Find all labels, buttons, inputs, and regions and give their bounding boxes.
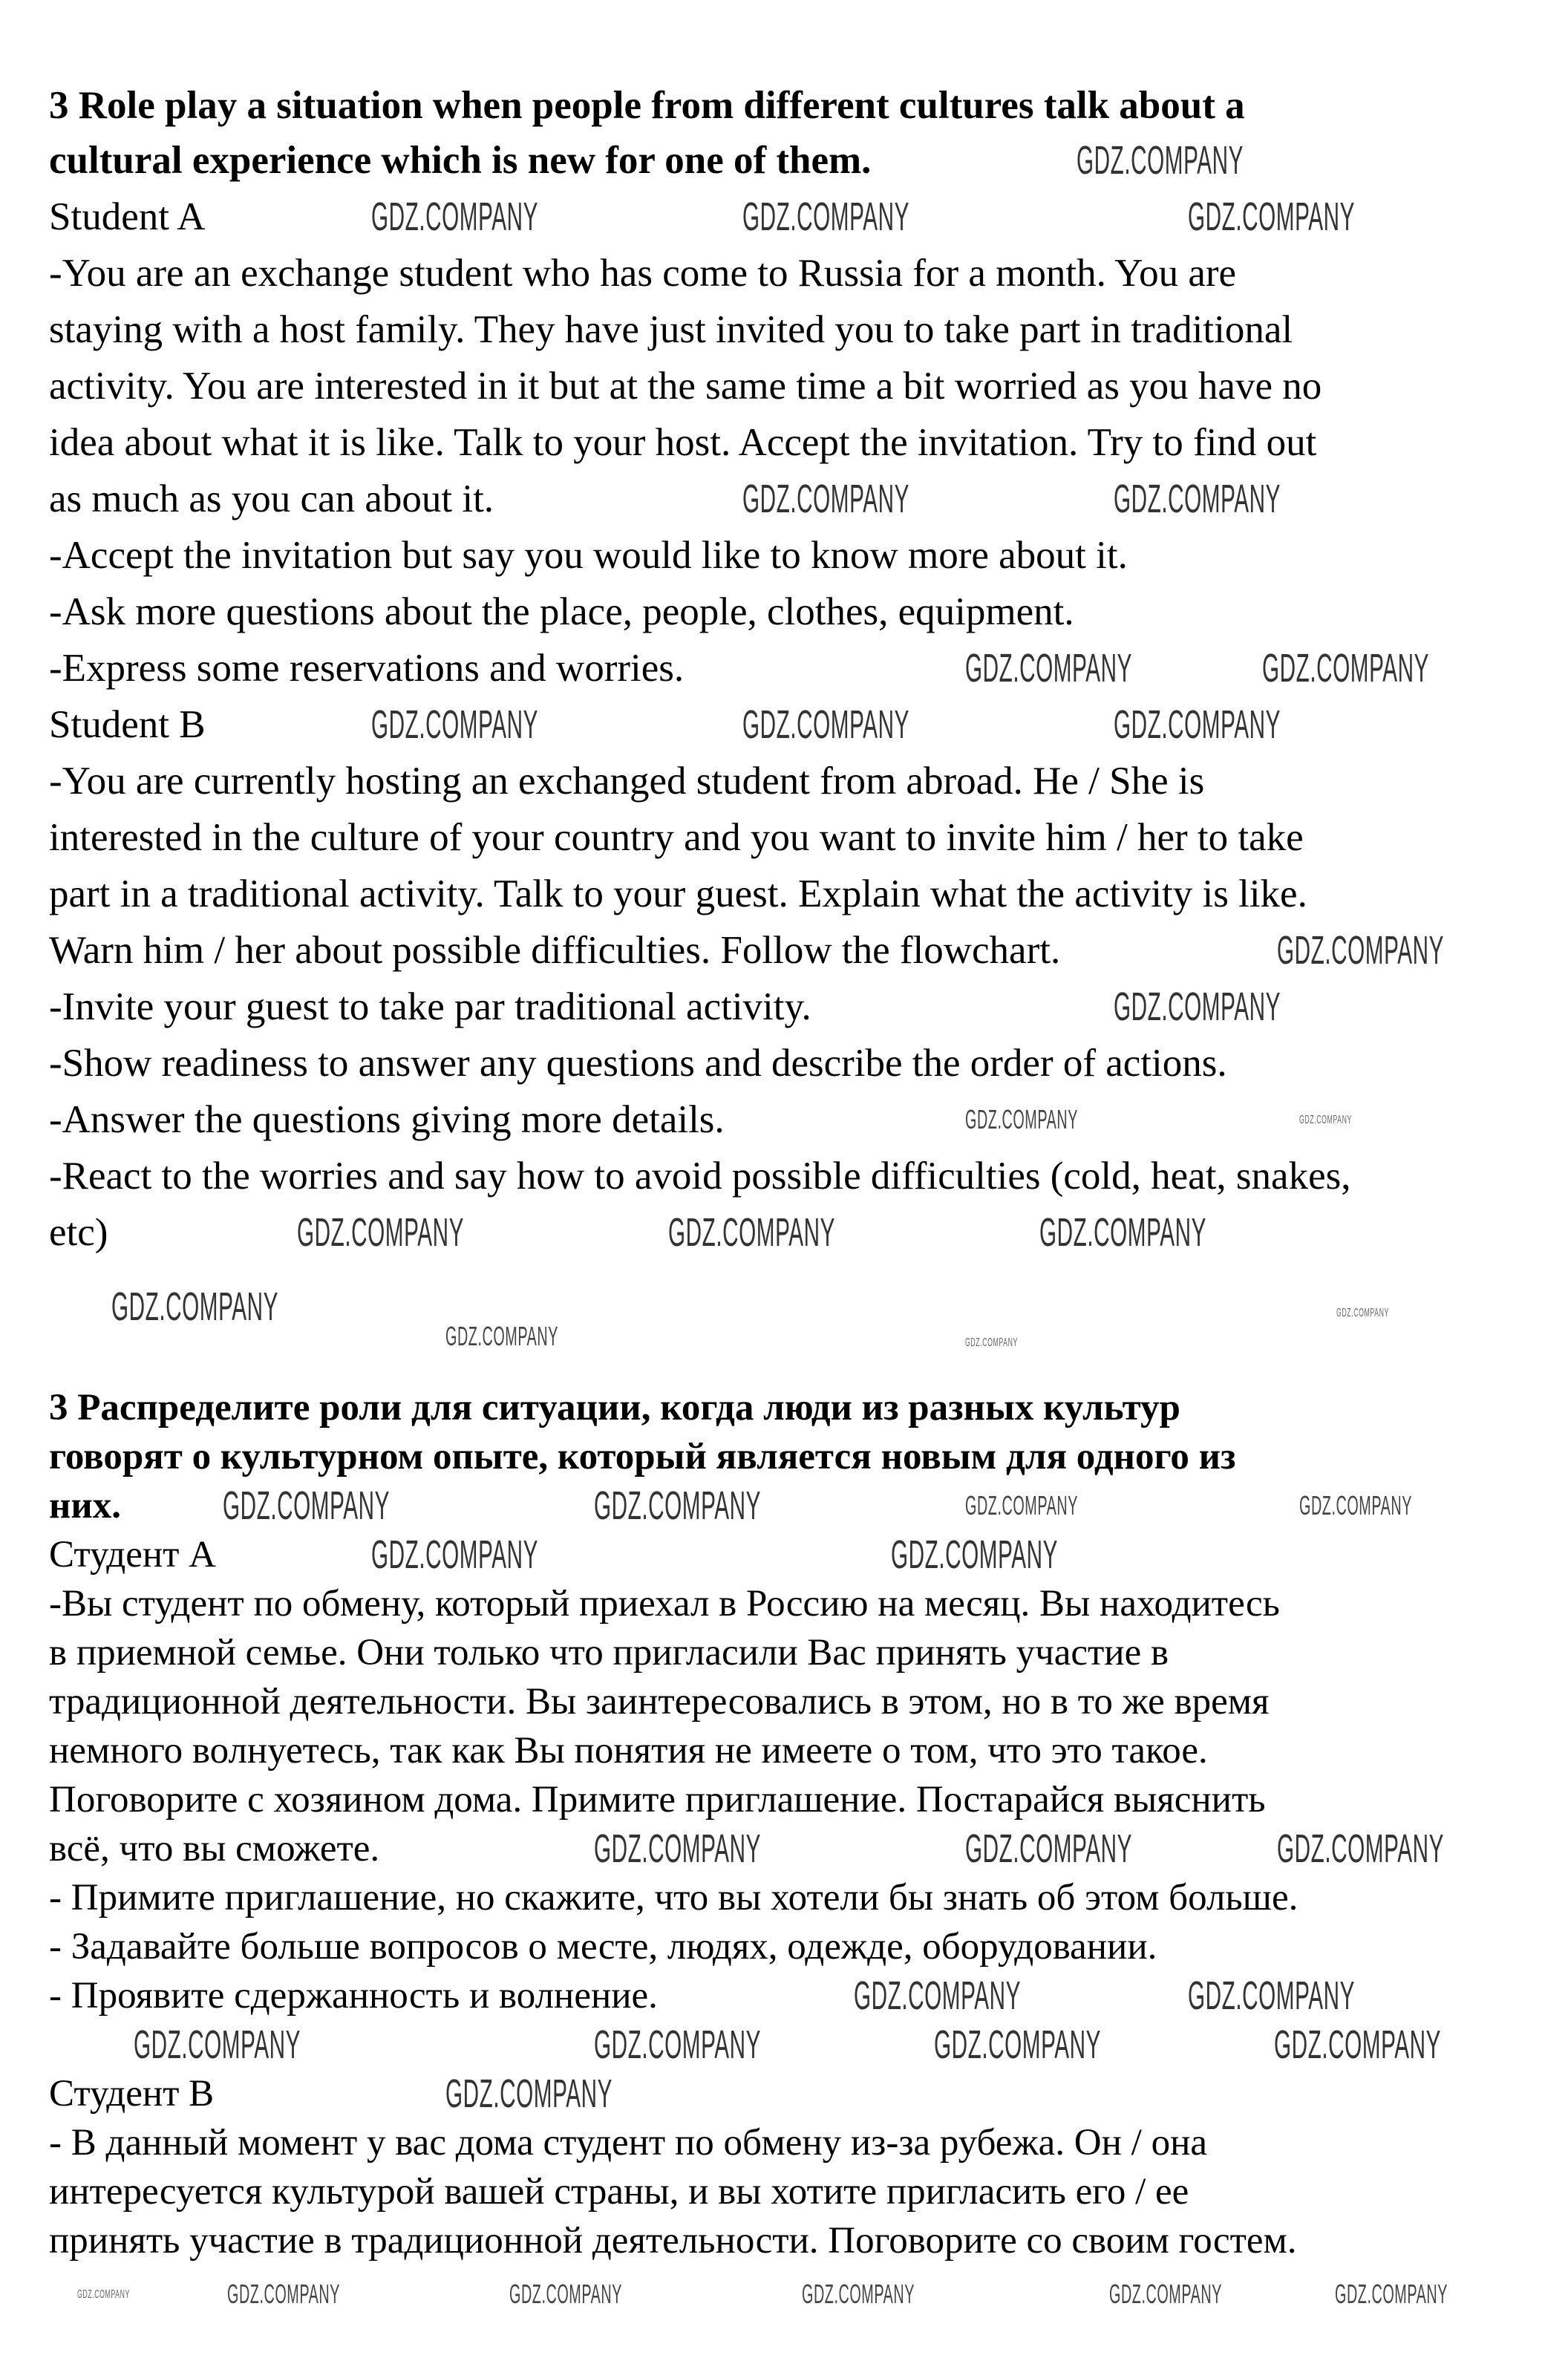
english-text-line: -Express some reservations and worries.	[49, 647, 685, 690]
watermark: GDZ.COMPANY	[1114, 477, 1281, 521]
russian-text-line: немного волнуетесь, так как Вы понятия не имеете о том, что это такое.	[49, 1730, 1208, 1772]
english-text-line: staying with a host family. They have just invited you to take part in traditional	[49, 308, 1293, 351]
watermark: GDZ.COMPANY	[445, 1321, 558, 1351]
watermark: GDZ.COMPANY	[965, 646, 1132, 690]
watermark: GDZ.COMPANY	[668, 1210, 835, 1255]
english-text-line: interested in the culture of your country and you want to invite him / her to take	[49, 816, 1304, 859]
english-text-line: -Show readiness to answer any questions and describe the order of actions.	[49, 1042, 1227, 1085]
russian-text-line: - В данный момент у вас дома студент по обмену из-за рубежа. Он / она	[49, 2122, 1208, 2164]
english-text-line: part in a traditional activity. Talk to your guest. Explain what the activity is like.	[49, 872, 1307, 915]
english-text-line: idea about what it is like. Talk to your host. Accept the invitation. Try to find out	[49, 421, 1317, 464]
watermark: GDZ.COMPANY	[1039, 1210, 1206, 1255]
english-text-line: -Ask more questions about the place, people, clothes, equipment.	[49, 590, 1074, 633]
watermark: GDZ.COMPANY	[509, 2279, 622, 2309]
student-label: Student B	[49, 703, 206, 746]
watermark: GDZ.COMPANY	[1335, 2279, 1448, 2309]
watermark: GDZ.COMPANY	[134, 2022, 301, 2067]
student-label: Студент А	[49, 1534, 216, 1576]
watermark: GDZ.COMPANY	[742, 477, 909, 521]
english-text-line: Warn him / her about possible difficulties. Follow the flowchart.	[49, 929, 1061, 972]
english-task-heading: cultural experience which is new for one of them.	[49, 139, 872, 182]
watermark: GDZ.COMPANY	[1299, 1490, 1412, 1521]
watermark: GDZ.COMPANY	[1114, 985, 1281, 1029]
watermark: GDZ.COMPANY	[1077, 138, 1244, 183]
watermark: GDZ.COMPANY	[965, 1826, 1132, 1871]
russian-text-line: -Вы студент по обмену, который приехал в Россию на месяц. Вы находитесь	[49, 1583, 1280, 1625]
watermark: GDZ.COMPANY	[594, 2022, 761, 2067]
english-text-line: activity. You are interested in it but at the same time a bit worried as you have no	[49, 365, 1322, 408]
watermark: GDZ.COMPANY	[1277, 928, 1444, 973]
watermark: GDZ.COMPANY	[1262, 646, 1429, 690]
watermark: GDZ.COMPANY	[1114, 702, 1281, 747]
watermark: GDZ.COMPANY	[1336, 1307, 1389, 1319]
watermark: GDZ.COMPANY	[742, 195, 909, 239]
watermark: GDZ.COMPANY	[965, 1490, 1078, 1521]
watermark: GDZ.COMPANY	[1109, 2279, 1222, 2309]
english-task-heading: 3 Role play a situation when people from different cultures talk about a	[49, 84, 1245, 127]
english-text-line: -Invite your guest to take par traditional activity.	[49, 985, 811, 1028]
english-text-line: as much as you can about it.	[49, 477, 494, 520]
english-text-line: -React to the worries and say how to avoid possible difficulties (cold, heat, snakes,	[49, 1155, 1351, 1198]
russian-task-heading: говорят о культурном опыте, который является новым для одного из	[49, 1436, 1236, 1478]
russian-text-line: - Задавайте больше вопросов о месте, людях, одежде, оборудовании.	[49, 1926, 1157, 1968]
watermark: GDZ.COMPANY	[445, 2071, 612, 2116]
watermark: GDZ.COMPANY	[1188, 1973, 1355, 2018]
watermark: GDZ.COMPANY	[965, 1104, 1078, 1134]
watermark: GDZ.COMPANY	[1299, 1114, 1352, 1126]
watermark: GDZ.COMPANY	[111, 1284, 278, 1329]
russian-task-heading: 3 Распределите роли для ситуации, когда люди из разных культур	[49, 1387, 1180, 1428]
russian-text-line: традиционной деятельности. Вы заинтересовались в этом, но в то же время	[49, 1681, 1270, 1723]
watermark: GDZ.COMPANY	[854, 1973, 1021, 2018]
watermark: GDZ.COMPANY	[227, 2279, 340, 2309]
russian-text-line: интересуется культурой вашей страны, и вы хотите пригласить его / ее	[49, 2171, 1189, 2213]
russian-text-line: - Примите приглашение, но скажите, что вы хотели бы знать об этом больше.	[49, 1877, 1298, 1919]
russian-text-line: всё, что вы сможете.	[49, 1828, 380, 1870]
watermark: GDZ.COMPANY	[371, 1532, 538, 1577]
watermark: GDZ.COMPANY	[594, 1826, 761, 1871]
russian-text-line: Поговорите с хозяином дома. Примите приглашение. Постарайся выяснить	[49, 1779, 1266, 1821]
watermark: GDZ.COMPANY	[1274, 2022, 1441, 2067]
student-label: Студент В	[49, 2073, 215, 2115]
watermark: GDZ.COMPANY	[1277, 1826, 1444, 1871]
watermark: GDZ.COMPANY	[297, 1210, 464, 1255]
watermark: GDZ.COMPANY	[965, 1336, 1018, 1349]
watermark: GDZ.COMPANY	[223, 1483, 390, 1528]
watermark: GDZ.COMPANY	[934, 2022, 1101, 2067]
english-text-line: -You are an exchange student who has come to Russia for a month. You are	[49, 252, 1237, 295]
russian-text-line: в приемной семье. Они только что пригласили Вас принять участие в	[49, 1632, 1169, 1674]
english-text-line: etc)	[49, 1211, 108, 1254]
student-label: Student A	[49, 195, 206, 238]
watermark: GDZ.COMPANY	[371, 195, 538, 239]
russian-text-line: принять участие в традиционной деятельности. Поговорите со своим гостем.	[49, 2220, 1297, 2262]
english-text-line: -Answer the questions giving more details.	[49, 1098, 725, 1141]
watermark: GDZ.COMPANY	[742, 702, 909, 747]
russian-text-line: - Проявите сдержанность и волнение.	[49, 1975, 658, 2017]
watermark: GDZ.COMPANY	[77, 2288, 130, 2301]
watermark: GDZ.COMPANY	[371, 702, 538, 747]
russian-task-heading: них.	[49, 1485, 122, 1527]
watermark: GDZ.COMPANY	[802, 2279, 915, 2309]
watermark: GDZ.COMPANY	[594, 1483, 761, 1528]
english-text-line: -You are currently hosting an exchanged student from abroad. He / She is	[49, 760, 1205, 803]
english-text-line: -Accept the invitation but say you would like to know more about it.	[49, 534, 1128, 577]
watermark: GDZ.COMPANY	[891, 1532, 1058, 1577]
watermark: GDZ.COMPANY	[1188, 195, 1355, 239]
